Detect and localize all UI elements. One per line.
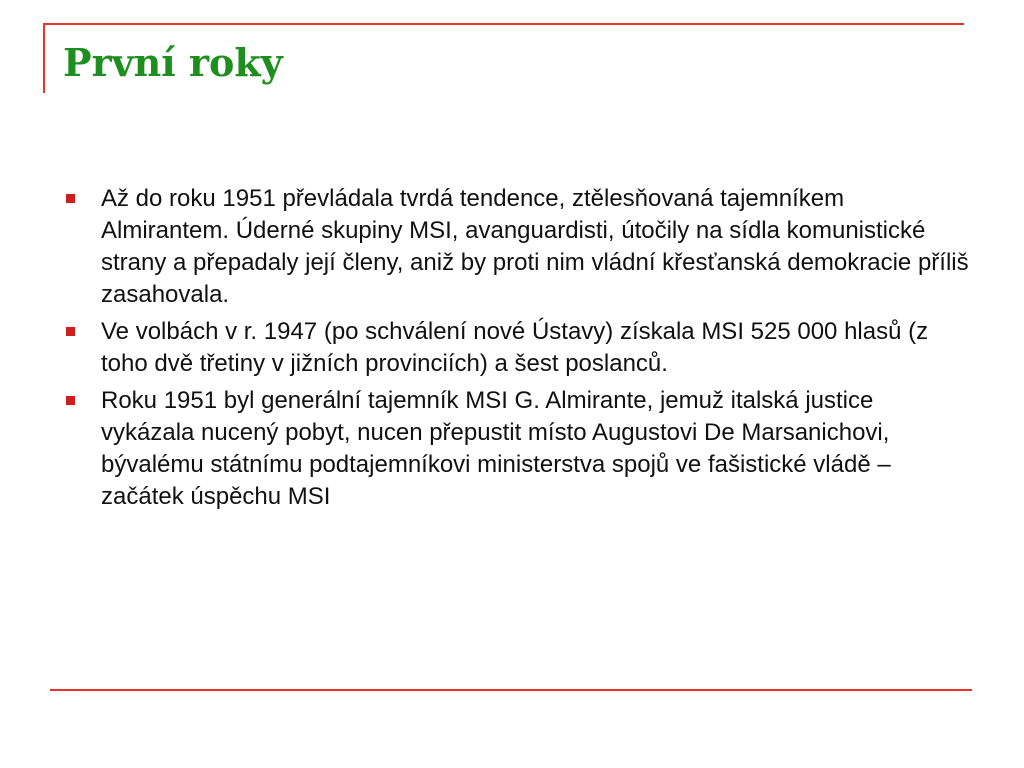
- square-bullet-icon: [66, 327, 75, 336]
- bullet-item: [62, 385, 972, 513]
- top-rule-vertical: [43, 23, 45, 93]
- square-bullet-icon: [66, 396, 75, 405]
- bullet-item: [62, 183, 972, 311]
- bullet-list: [62, 183, 972, 518]
- bottom-rule: [50, 689, 972, 691]
- bullet-item: [62, 316, 972, 380]
- bullet-text: Roku 1951 byl generální tajemník MSI G. Almirante, jemuž italská justice vykázala nucený pobyt, nucen přepustit místo Augustovi De Marsanichovi, bývalému státnímu podtajemníkovi ministerstva spojů ve fašistické vládě – začátek úspěchu MSI: [101, 387, 891, 510]
- bullet-text: Až do roku 1951 převládala tvrdá tendence, ztělesňovaná tajemníkem Almirantem. Úderné skupiny MSI, avanguardisti, útočily na sídla komunistické strany a přepadaly její členy, aniž by proti nim vládní křesťanská demokracie příliš zasahovala.: [101, 185, 969, 308]
- top-rule-horizontal: [43, 23, 964, 25]
- square-bullet-icon: [66, 194, 75, 203]
- slide-title: První roky: [63, 40, 283, 85]
- bullet-text: Ve volbách v r. 1947 (po schválení nové Ústavy) získala MSI 525 000 hlasů (z toho dvě třetiny v jižních provinciích) a šest poslanců.: [101, 318, 929, 377]
